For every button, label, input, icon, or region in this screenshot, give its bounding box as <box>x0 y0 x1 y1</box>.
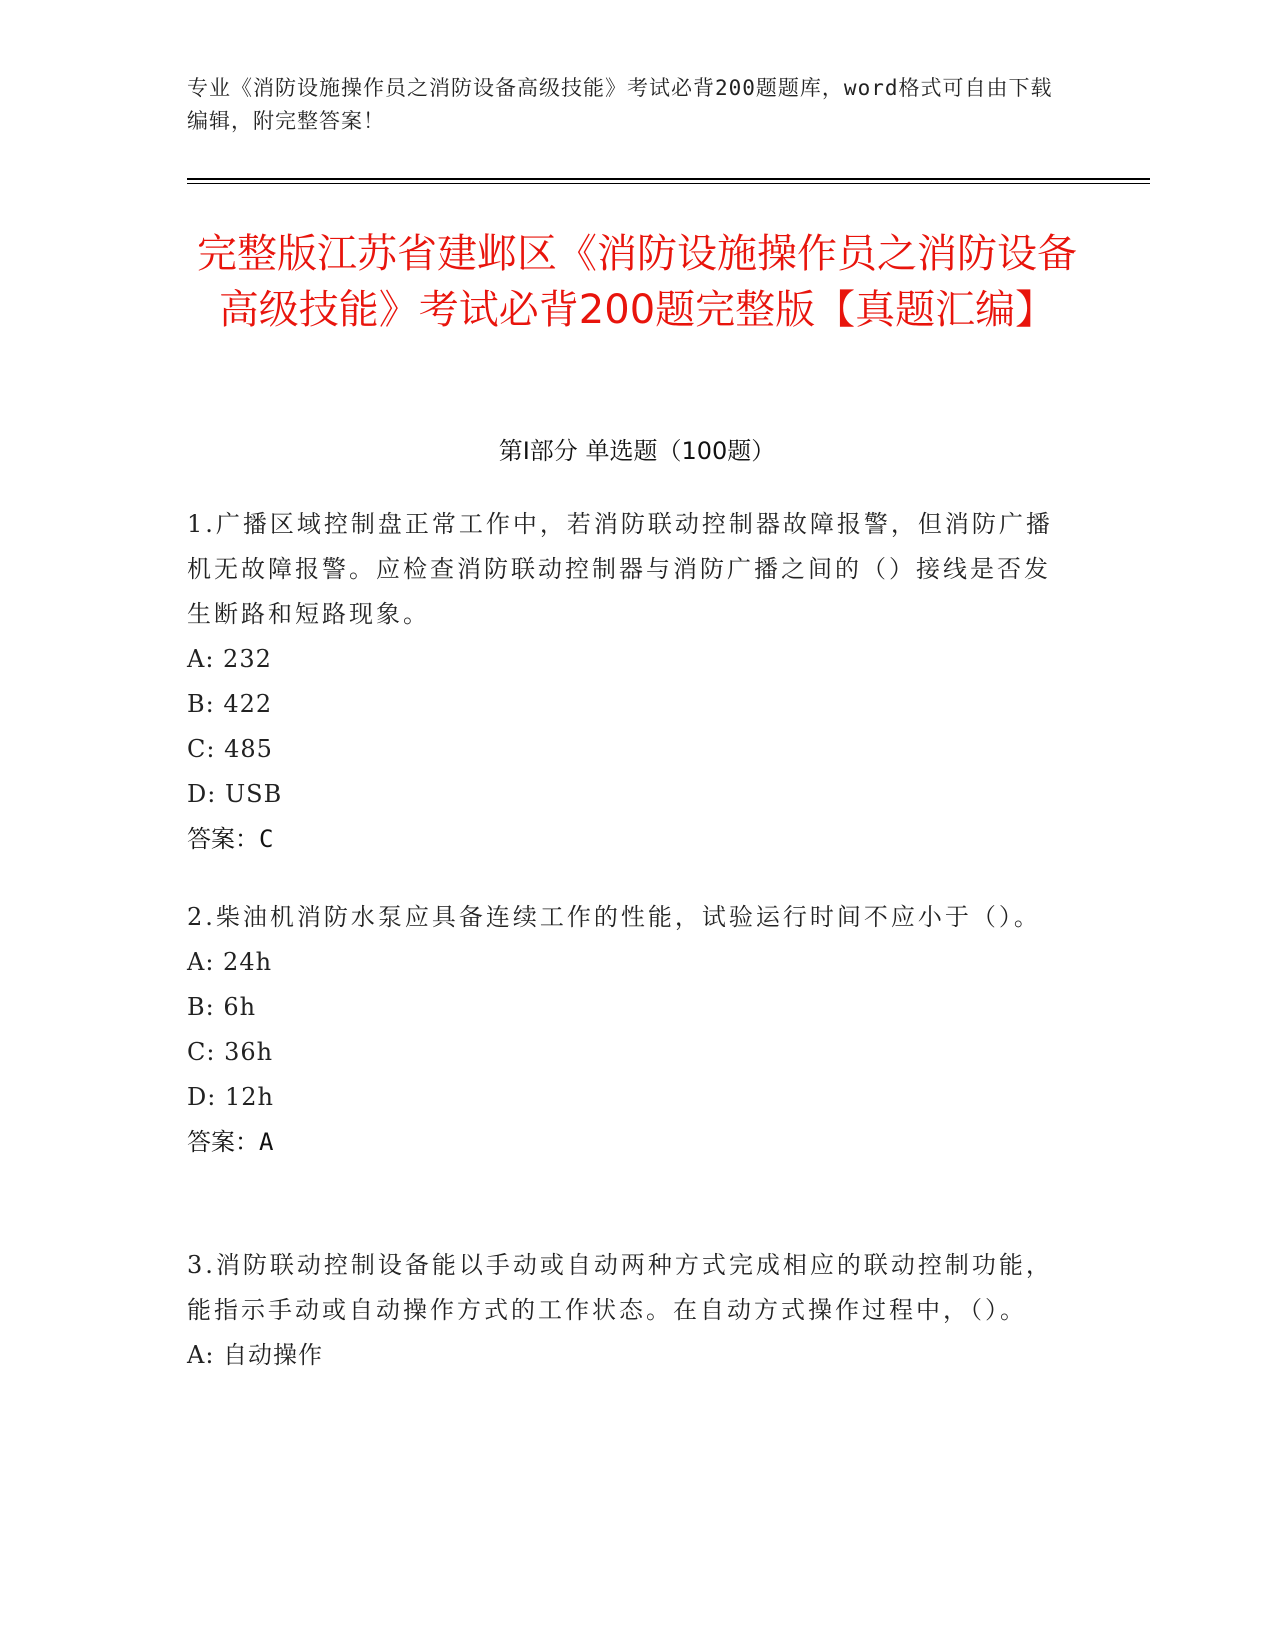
question-stem: 1.广播区域控制盘正常工作中，若消防联动控制器故障报警，但消防广播机无故障报警。应检查消防联动控制器与消防广播之间的（）接线是否发生断路和短路现象。 <box>187 510 1053 628</box>
answer-label: 答案： <box>187 825 259 853</box>
question-2 <box>187 895 1067 1165</box>
header-note: 专业《消防设施操作员之消防设备高级技能》考试必背200题题库，word格式可自由下载编辑，附完整答案！ <box>187 76 1053 133</box>
option-d: D: 12h <box>187 1083 274 1111</box>
document-title: 完整版江苏省建邺区《消防设施操作员之消防设备高级技能》考试必背200题完整版【真题汇编】 <box>197 231 1077 333</box>
option-c: C: 36h <box>187 1038 274 1066</box>
option-d: D: USB <box>187 780 283 808</box>
answer-line <box>187 1120 1067 1165</box>
answer-value: C <box>259 825 274 853</box>
option-b: B: 6h <box>187 993 257 1021</box>
header-divider-thin <box>187 183 1150 184</box>
header-divider-thick <box>187 178 1150 180</box>
option-c: C: 485 <box>187 735 273 763</box>
answer-label: 答案： <box>187 1128 259 1156</box>
answer-value: A <box>259 1128 274 1156</box>
option-a: A: 232 <box>187 645 272 673</box>
question-3 <box>187 1243 1067 1378</box>
question-stem: 3.消防联动控制设备能以手动或自动两种方式完成相应的联动控制功能，能指示手动或自动操作方式的工作状态。在自动方式操作过程中，（）。 <box>187 1251 1053 1324</box>
answer-line <box>187 817 1067 862</box>
option-a: A: 24h <box>187 948 273 976</box>
section-title: 第Ⅰ部分 单选题（100题） <box>498 437 776 465</box>
question-stem: 2.柴油机消防水泵应具备连续工作的性能，试验运行时间不应小于（）。 <box>187 903 1041 931</box>
option-b: B: 422 <box>187 690 273 718</box>
question-1 <box>187 502 1067 862</box>
option-a: A: 自动操作 <box>187 1341 324 1369</box>
